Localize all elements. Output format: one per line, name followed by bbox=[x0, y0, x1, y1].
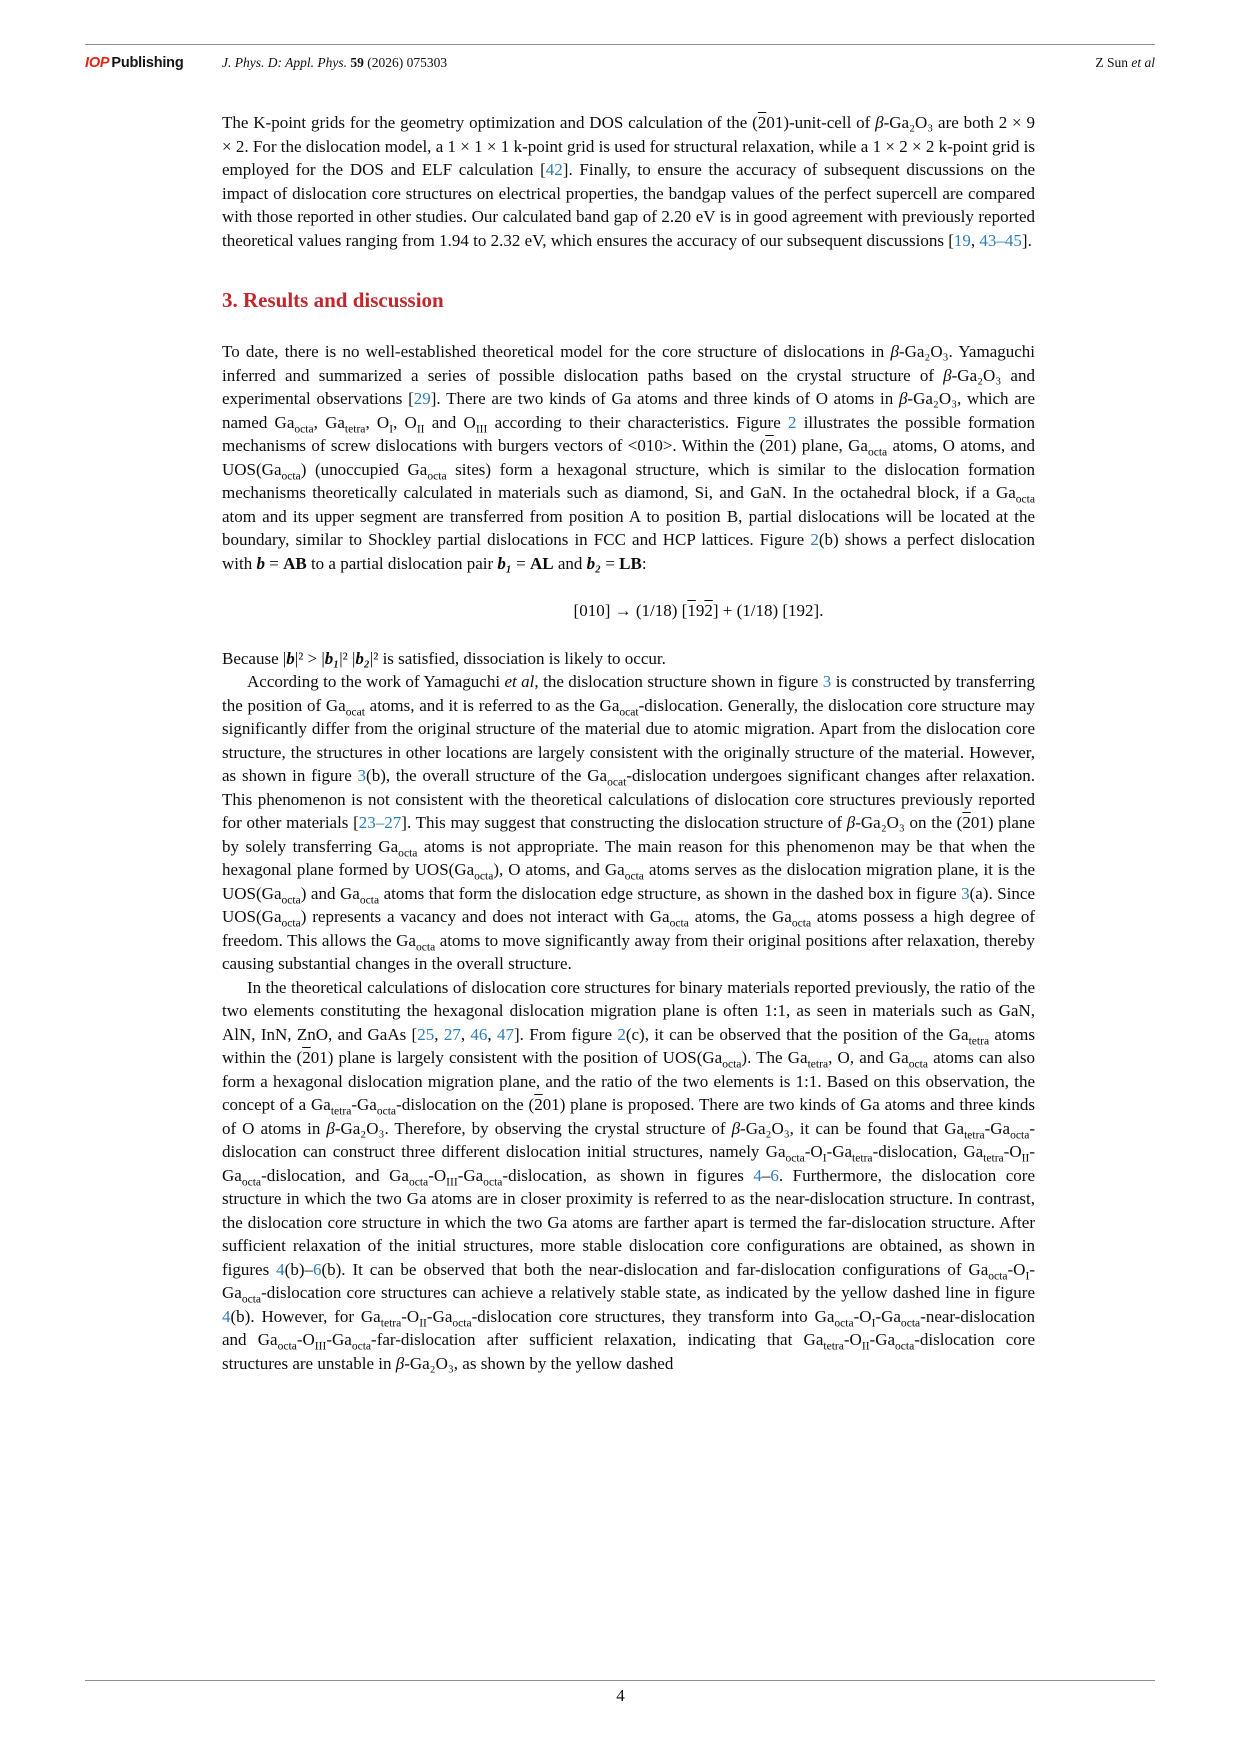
page-header bbox=[85, 54, 1155, 72]
reference-link[interactable]: 23–27 bbox=[358, 813, 402, 832]
reference-link[interactable]: 2 bbox=[617, 1024, 626, 1044]
reference-link[interactable]: 6 bbox=[770, 1165, 779, 1185]
reference-link[interactable]: 3 bbox=[357, 766, 367, 785]
reference-link[interactable]: 3 bbox=[822, 672, 832, 691]
paragraph-gaocat-dislocation: According to the work of Yamaguchi et al, the dislocation structure shown in figure 3 is constructed by transferring the position of $Ga_{ocat}$ atoms, and it is referred to as the $Ga_{ocat}$-dislocation. Generally, the dislocation core structure may significantly differ from the original structure of the material due to atomic migration. Apart from the dislocation core structure, the structures in other locations are largely consistent with the originally structure of the material. However, as shown in figure 3(b), the overall structure of the $Ga_{ocat}$-dislocation undergoes significant changes after relaxation. This phenomenon is not consistent with the theoretical calculations of dislocation core structures previously reported for other materials [23–27]. This may suggest that constructing the dislocation structure of β-Ga₂O₃ on the (201) plane by solely transferring $Ga_{octa}$ atoms is not appropriate. The main reason for this phenomenon may be that when the hexagonal plane formed by $UOS(Ga_{octa})$, O atoms, and $Ga_{octa}$ atoms serves as the dislocation migration plane, it is the $UOS(Ga_{octa})$ and $Ga_{octa}$ atoms that form the dislocation edge structure, as shown in the dashed box in figure 3(a). Since $UOS(Ga_{octa})$ represents a vacancy and does not interact with $Ga_{octa}$ atoms, the $Ga_{octa}$ atoms possess a high degree of freedom. This allows the $Ga_{octa}$ atoms to move significantly away from their original positions after relaxation, thereby causing substantial changes in the overall structure. bbox=[222, 672, 1036, 973]
reference-link[interactable]: 2 bbox=[810, 530, 819, 549]
publishing-logo-text: Publishing bbox=[111, 55, 184, 71]
reference-link[interactable]: 43–45 bbox=[979, 230, 1022, 250]
reference-link[interactable]: 4 bbox=[276, 1259, 285, 1279]
reference-link[interactable]: 4 bbox=[753, 1165, 762, 1185]
reference-link[interactable]: 4 bbox=[222, 1306, 231, 1326]
burgers-vector-equation: [010] → (1/18) [192] + (1/18) [192]. bbox=[573, 601, 824, 620]
reference-link[interactable]: 3 bbox=[961, 883, 970, 903]
running-author: Z Sun et al bbox=[1095, 55, 1155, 70]
paragraph-dissociation-condition: Because |b|² > |b₁|² |b₂|² is satisfied, dissociation is likely to occur. bbox=[222, 648, 666, 668]
header-rule bbox=[85, 44, 1155, 45]
journal-citation: J. Phys. D: Appl. Phys. 59 (2026) 075303 bbox=[222, 55, 448, 70]
reference-link[interactable]: 27 bbox=[443, 1024, 461, 1044]
reference-link[interactable]: 29 bbox=[413, 389, 431, 408]
reference-link[interactable]: 2 bbox=[787, 412, 797, 432]
reference-link[interactable]: 47 bbox=[497, 1024, 514, 1044]
paragraph-kpoint-dos: The K-point grids for the geometry optimization and DOS calculation of the (201)-unit-cell of β-Ga₂O₃ are both 2 × 9 × 2. For the dislocation model, a 1 × 1 × 1 k-point grid is used for structural relaxation, while a 1 × 2 × 2 k-point grid is employed for the DOS and ELF calculation [42]. Finally, to ensure the accuracy of subsequent discussions on the impact of dislocation core structures on electrical properties, the bandgap values of the perfect supercell are compared with those reported in other studies. Our calculated band gap of 2.20 eV is in good agreement with previously reported theoretical values ranging from 1.94 to 2.32 eV, which ensures the accuracy of our subsequent discussions [19, 43–45]. bbox=[222, 113, 1036, 250]
reference-link[interactable]: 46 bbox=[470, 1024, 488, 1044]
reference-link[interactable]: 6 bbox=[312, 1259, 322, 1279]
reference-link[interactable]: 25 bbox=[417, 1024, 435, 1044]
footer-rule bbox=[85, 1680, 1155, 1681]
paragraph-binary-materials: In the theoretical calculations of dislocation core structures for binary materials reported previously, the ratio of the two elements constituting the hexagonal dislocation migration plane is often 1:1, as seen in materials such as GaN, AlN, InN, ZnO, and GaAs [25, 27, 46, 47]. From figure 2(c), it can be observed that the position of the $Ga_{tetra}$ atoms within the (201) plane is largely consistent with the position of $UOS(Ga_{octa})$. The $Ga_{tetra}$, O, and $Ga_{octa}$ atoms can also form a hexagonal dislocation migration plane, and the ratio of the two elements is 1:1. Based on this observation, the concept of a $Ga_{tetra}-Ga_{octa}$-dislocation on the (201) plane is proposed. There are two kinds of Ga atoms and three kinds of O atoms in β-Ga₂O₃. Therefore, by observing the crystal structure of β-Ga₂O₃, it can be found that $Ga_{tetra}-Ga_{octa}$-dislocation can construct three different dislocation initial structures, namely $Ga_{octa}-O_I-Ga_{tetra}$-dislocation, $Ga_{tetra}-O_{II}-Ga_{octa}$-dislocation, and $Ga_{octa}-O_{III}-Ga_{octa}$-dislocation, as shown in figures 4–6. Furthermore, the dislocation core structure in which the two Ga atoms are in closer proximity is referred to as the near-dislocation structure. In contrast, the dislocation core structure in which the two Ga atoms are farther apart is termed the far-dislocation structure. After sufficient relaxation of the initial structures, more stable dislocation core configurations are obtained, as shown in figures 4(b)–6(b). It can be observed that both the near-dislocation and far-dislocation configurations of $Ga_{octa}-O_I-Ga_{octa}$-dislocation core structures can achieve a relatively stable state, as indicated by the yellow dashed line in figure 4(b). However, for $Ga_{tetra}-O_{II}-Ga_{octa}$-dislocation core structures, they transform into $Ga_{octa}-O_I-Ga_{octa}-near$-dislocation and $Ga_{octa}-O_{III}-Ga_{octa}-far$-dislocation after sufficient relaxation, indicating that $Ga_{tetra}-O_{II}-Ga_{octa}$-dislocation core structures are unstable in β-Ga₂O₃, as shown by the yellow dashed bbox=[222, 977, 1036, 1373]
iop-publishing-logo bbox=[85, 54, 222, 72]
section-heading-results-discussion: 3. Results and discussion bbox=[222, 288, 444, 312]
page-number: 4 bbox=[616, 1686, 625, 1705]
iop-logo-text: IOP bbox=[85, 55, 110, 71]
reference-link[interactable]: 42 bbox=[545, 160, 563, 179]
paragraph-dislocation-model: To date, there is no well-established theoretical model for the core structure of dislocations in β-Ga₂O₃. Yamaguchi inferred and summarized a series of possible dislocation paths based on the crystal structure of β-Ga₂O₃ and experimental observations [29]. There are two kinds of Ga atoms and three kinds of O atoms in β-Ga₂O₃, which are named $Ga_{octa}$, $Ga_{tetra}$, $O_I$, $O_{II}$ and $O_{III}$ according to their characteristics. Figure 2 illustrates the possible formation mechanisms of screw dislocations with burgers vectors of <010>. Within the (201) plane, $Ga_{octa}$ atoms, O atoms, and $UOS(Ga_{octa})$ (unoccupied $Ga_{octa}$ sites) form a hexagonal structure, which is similar to the dislocation formation mechanisms theoretically calculated in materials such as diamond, Si, and GaN. In the octahedral block, if a $Ga_{octa}$ atom and its upper segment are transferred from position A to position B, partial dislocations will be located at the boundary, similar to Shockley partial dislocations in FCC and HCP lattices. Figure 2(b) shows a perfect dislocation with b = AB to a partial dislocation pair b₁ = AL and b₂ = LB: bbox=[222, 342, 1036, 573]
reference-link[interactable]: 19 bbox=[953, 230, 971, 250]
page-footer bbox=[0, 1672, 1241, 1754]
article-body bbox=[222, 111, 1035, 1375]
